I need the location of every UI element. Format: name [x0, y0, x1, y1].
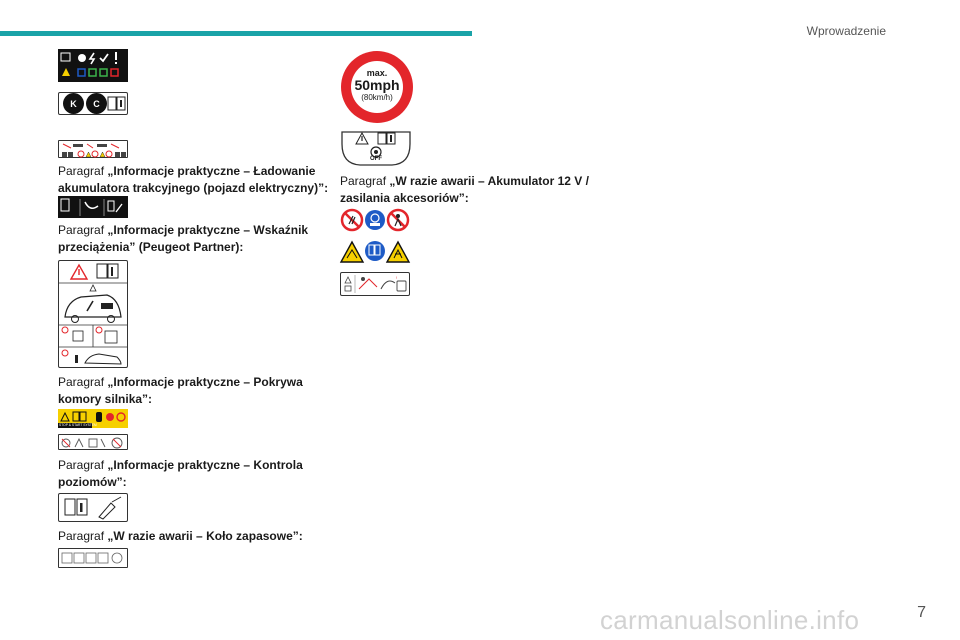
label-bonnet: Paragraf „Informacje praktyczne – Pokrywa komory silnika”:	[58, 375, 303, 406]
watermark: carmanualsonline.info	[600, 605, 860, 635]
fluid-levels-label-icon	[58, 493, 128, 522]
svg-text:!: !	[396, 275, 398, 280]
battery-prohibition-signs	[340, 208, 412, 232]
dashboard-off-label-icon	[340, 130, 412, 167]
stop-start-bonnet-label-icon	[58, 409, 128, 428]
charging-label-icon	[58, 196, 128, 218]
speed-limit-inner	[351, 61, 403, 113]
label-overload: Paragraf „Informacje praktyczne – Wskaźnik przeciążenia” (Peugeot Partner):	[58, 223, 309, 254]
label-levels: Paragraf „Informacje praktyczne – Kontrola poziomów”:	[58, 458, 303, 489]
overload-indicator-label-icon	[58, 260, 128, 368]
stop-start-system-text: STOP & START SYSTEM	[59, 423, 97, 427]
speed-kmh-text: (80km/h)	[361, 93, 393, 102]
page-number: 7	[917, 604, 926, 621]
speed-max-text: max.	[366, 68, 388, 78]
speed-value-text: 50mph	[354, 77, 400, 93]
warning-pictograms-strip-icon	[58, 140, 128, 158]
label-12v-battery: Paragraf „W razie awarii – Akumulator 12 V / zasilania akcesoriów”:	[340, 174, 589, 205]
bonnet-procedure-strip-icon	[58, 434, 128, 450]
label-spare-wheel: Paragraf „W razie awarii – Koło zapasowe”:	[58, 529, 303, 543]
battery-status-label-icon	[58, 49, 128, 82]
speed-limit-sign	[341, 51, 413, 123]
battery-instruction-label-icon	[340, 272, 410, 296]
off-text: OFF	[370, 156, 382, 162]
key-card-label-icon	[58, 92, 128, 115]
section-title: Wprowadzenie	[806, 24, 886, 38]
battery-warning-signs	[340, 239, 412, 265]
c-badge: C	[86, 93, 107, 114]
manual-book-icon	[107, 96, 127, 112]
header-accent-bar	[0, 31, 472, 36]
k-badge: K	[63, 93, 84, 114]
spare-wheel-label-icon	[58, 548, 128, 568]
label-charging: Paragraf „Informacje praktyczne – Ładowanie akumulatora trakcyjnego (pojazd elektryczny)”:	[58, 164, 329, 195]
